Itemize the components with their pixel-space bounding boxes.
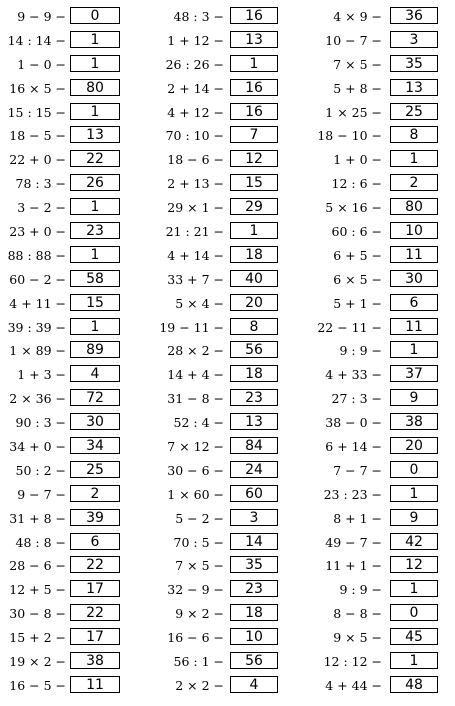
problem-row [150,532,280,556]
problem-expression: 23 : 23 − [323,486,382,502]
problem-expression: 3 − 2 − [17,200,66,216]
answer-box[interactable]: 72 [70,389,120,406]
answer-box[interactable]: 17 [70,580,120,597]
problem-expression: 1 × 25 − [325,104,382,120]
problem-expression: 14 : 14 − [7,32,66,48]
problem-row [0,173,120,197]
problem-expression: 2 × 2 − [175,677,224,693]
problem-expression: 6 + 14 − [325,439,382,455]
answer-box[interactable]: 2 [70,485,120,502]
problem-row [0,30,120,54]
answer-box[interactable]: 15 [230,174,278,191]
problem-row [0,460,120,484]
problem-row [150,651,280,675]
answer-box[interactable]: 10 [230,628,278,645]
answer-box[interactable]: 58 [70,270,120,287]
problem-expression: 7 × 12 − [167,439,224,455]
answer-box[interactable]: 16 [230,79,278,96]
answer-box[interactable]: 6 [70,533,120,550]
answer-box[interactable]: 7 [230,126,278,143]
answer-box[interactable]: 20 [390,437,438,454]
problem-expression: 5 × 16 − [325,200,382,216]
problem-row [0,675,120,699]
answer-box[interactable]: 48 [390,676,438,693]
answer-box[interactable]: 12 [230,150,278,167]
problem-expression: 9 : 9 − [339,582,382,598]
answer-box[interactable]: 22 [70,150,120,167]
problem-expression: 4 + 11 − [9,295,66,311]
answer-box[interactable]: 12 [390,556,438,573]
problem-expression: 10 − 7 − [325,32,382,48]
answer-box[interactable]: 30 [390,270,438,287]
problem-expression: 4 × 9 − [333,9,382,24]
problem-expression: 26 : 26 − [165,56,224,72]
answer-box[interactable]: 13 [230,31,278,48]
problem-row [0,340,120,364]
problem-expression: 1 × 89 − [9,343,66,359]
problem-row [150,269,280,293]
answer-box[interactable]: 20 [230,294,278,311]
answer-box[interactable]: 3 [390,31,438,48]
answer-box[interactable]: 2 [390,174,438,191]
problem-expression: 12 : 12 − [323,654,382,670]
problem-expression: 90 : 3 − [15,415,66,431]
problem-row [300,603,438,627]
problem-row [0,293,120,317]
problem-expression: 9 × 5 − [333,630,382,646]
answer-box[interactable]: 18 [230,604,278,621]
problem-expression: 22 − 11 − [317,319,382,335]
answer-box[interactable]: 22 [70,604,120,621]
problem-row [300,651,438,675]
answer-box[interactable]: 13 [230,413,278,430]
problem-row [0,102,120,126]
problem-expression: 9 − 9 − [17,9,66,24]
answer-box[interactable]: 1 [70,103,120,120]
answer-box[interactable]: 11 [70,676,120,693]
problem-expression: 8 + 1 − [333,510,382,526]
problem-expression: 70 : 5 − [173,534,224,550]
problem-expression: 5 + 1 − [333,295,382,311]
problem-expression: 16 − 5 − [9,677,66,693]
problem-row [150,436,280,460]
problem-row [0,54,120,78]
answer-box[interactable]: 29 [230,198,278,215]
problem-row [0,197,120,221]
problem-expression: 9 : 9 − [339,343,382,359]
problem-row [0,484,120,508]
answer-box[interactable]: 14 [230,533,278,550]
answer-box[interactable]: 10 [390,222,438,239]
answer-box[interactable]: 9 [390,389,438,406]
problem-expression: 28 − 6 − [9,558,66,574]
problem-row [150,484,280,508]
problem-expression: 7 × 5 − [333,56,382,72]
problem-expression: 11 + 1 − [325,558,382,574]
problem-row [300,221,438,245]
problem-row [300,245,438,269]
problem-expression: 1 + 0 − [333,152,382,168]
problem-expression: 4 + 14 − [167,247,224,263]
problem-expression: 1 + 3 − [17,367,66,383]
problem-row [300,173,438,197]
problem-expression: 30 − 6 − [167,462,224,478]
problem-row [300,293,438,317]
answer-box[interactable]: 8 [390,126,438,143]
problem-expression: 33 + 7 − [167,271,224,287]
answer-box[interactable]: 35 [230,556,278,573]
problem-expression: 2 + 13 − [167,176,224,192]
problem-expression: 12 : 6 − [331,176,382,192]
problem-expression: 8 − 8 − [333,606,382,622]
answer-box[interactable]: 13 [390,79,438,96]
answer-box[interactable]: 0 [390,461,438,478]
problem-row [300,6,438,30]
problem-row [150,30,280,54]
problem-expression: 2 × 36 − [9,391,66,407]
answer-box[interactable]: 42 [390,533,438,550]
problem-expression: 60 − 2 − [9,271,66,287]
problem-column-1 [0,6,120,699]
answer-box[interactable]: 84 [230,437,278,454]
problem-column-3 [300,6,438,699]
problem-row [300,149,438,173]
problem-expression: 1 + 12 − [167,32,224,48]
problem-row [150,6,280,30]
problem-row [0,579,120,603]
answer-box[interactable]: 37 [390,365,438,382]
problem-row [300,364,438,388]
problem-expression: 49 − 7 − [325,534,382,550]
answer-box[interactable]: 16 [230,103,278,120]
problem-expression: 29 × 1 − [167,200,224,216]
problem-row [0,532,120,556]
problem-row [150,197,280,221]
answer-box[interactable]: 3 [230,509,278,526]
problem-expression: 48 : 8 − [15,534,66,550]
answer-box[interactable]: 25 [390,103,438,120]
problem-expression: 9 − 7 − [17,486,66,502]
problem-row [300,269,438,293]
problem-row [300,340,438,364]
problem-expression: 4 + 33 − [325,367,382,383]
problem-expression: 16 × 5 − [9,80,66,96]
problem-expression: 1 × 60 − [167,486,224,502]
problem-expression: 4 + 12 − [167,104,224,120]
answer-box[interactable]: 40 [230,270,278,287]
problem-row [300,508,438,532]
problem-expression: 34 + 0 − [9,439,66,455]
problem-row [300,317,438,341]
answer-box[interactable]: 13 [70,126,120,143]
answer-box[interactable]: 45 [390,628,438,645]
answer-box[interactable]: 80 [390,198,438,215]
answer-box[interactable]: 1 [230,222,278,239]
problem-row [150,245,280,269]
problem-row [300,30,438,54]
problem-expression: 56 : 1 − [173,654,224,670]
problem-expression: 18 − 6 − [167,152,224,168]
problem-expression: 78 : 3 − [15,176,66,192]
problem-row [150,54,280,78]
answer-box[interactable]: 4 [230,676,278,693]
problem-row [0,627,120,651]
problem-expression: 15 + 2 − [9,630,66,646]
answer-box[interactable]: 15 [70,294,120,311]
answer-box[interactable]: 23 [230,580,278,597]
problem-row [150,508,280,532]
problem-row [0,412,120,436]
problem-row [300,436,438,460]
problem-row [0,269,120,293]
problem-row [0,78,120,102]
problem-expression: 28 × 2 − [167,343,224,359]
problem-expression: 88 : 88 − [7,247,66,263]
problem-row [300,484,438,508]
problem-expression: 60 : 6 − [331,224,382,240]
problem-row [150,340,280,364]
answer-box[interactable]: 11 [390,246,438,263]
answer-box[interactable]: 25 [70,461,120,478]
answer-box[interactable]: 56 [230,341,278,358]
answer-box[interactable]: 1 [70,31,120,48]
answer-box[interactable]: 1 [70,246,120,263]
answer-box[interactable]: 1 [70,318,120,335]
problem-row [300,412,438,436]
problem-row [0,245,120,269]
answer-box[interactable]: 0 [70,7,120,24]
problem-expression: 23 + 0 − [9,224,66,240]
problem-row [150,125,280,149]
problem-expression: 4 + 44 − [325,677,382,693]
answer-box[interactable]: 1 [390,341,438,358]
problem-row [0,317,120,341]
problem-expression: 18 − 10 − [317,128,382,144]
problem-row [150,388,280,412]
problem-row [150,221,280,245]
problem-row [150,102,280,126]
problem-expression: 12 + 5 − [9,582,66,598]
problem-row [0,388,120,412]
problem-row [150,627,280,651]
answer-box[interactable]: 4 [70,365,120,382]
problem-row [150,555,280,579]
problem-row [0,508,120,532]
answer-box[interactable]: 1 [390,652,438,669]
answer-box[interactable]: 11 [390,318,438,335]
answer-box[interactable]: 0 [390,604,438,621]
answer-box[interactable]: 1 [230,55,278,72]
answer-box[interactable]: 26 [70,174,120,191]
answer-box[interactable]: 22 [70,556,120,573]
answer-box[interactable]: 80 [70,79,120,96]
problem-expression: 31 + 8 − [9,510,66,526]
problem-expression: 7 − 7 − [333,462,382,478]
answer-box[interactable]: 1 [390,580,438,597]
answer-box[interactable]: 16 [230,7,278,24]
problem-expression: 5 − 2 − [175,510,224,526]
problem-expression: 6 + 5 − [333,247,382,263]
problem-row [0,221,120,245]
answer-box[interactable]: 6 [390,294,438,311]
problem-row [300,532,438,556]
answer-box[interactable]: 17 [70,628,120,645]
problem-expression: 14 + 4 − [167,367,224,383]
answer-box[interactable]: 9 [390,509,438,526]
problem-expression: 1 − 0 − [17,56,66,72]
problem-row [150,675,280,699]
problem-expression: 32 − 9 − [167,582,224,598]
problem-expression: 22 + 0 − [9,152,66,168]
problem-row [300,197,438,221]
answer-box[interactable]: 23 [70,222,120,239]
problem-row [300,102,438,126]
answer-box[interactable]: 38 [390,413,438,430]
problem-expression: 9 × 2 − [175,606,224,622]
answer-box[interactable]: 36 [390,7,438,24]
problem-row [0,436,120,460]
answer-box[interactable]: 30 [70,413,120,430]
problem-expression: 30 − 8 − [9,606,66,622]
problem-expression: 31 − 8 − [167,391,224,407]
problem-expression: 21 : 21 − [165,224,224,240]
problem-row [150,364,280,388]
problem-expression: 2 + 14 − [167,80,224,96]
problem-row [300,388,438,412]
problem-row [0,555,120,579]
problem-row [150,412,280,436]
problem-row [300,555,438,579]
problem-expression: 19 × 2 − [9,654,66,670]
problem-row [300,675,438,699]
answer-box[interactable]: 18 [230,365,278,382]
problem-row [300,78,438,102]
answer-box[interactable]: 38 [70,652,120,669]
answer-box[interactable]: 18 [230,246,278,263]
problem-row [300,54,438,78]
answer-box[interactable]: 1 [70,55,120,72]
problem-column-2 [150,6,280,699]
answer-box[interactable]: 1 [390,485,438,502]
problem-expression: 27 : 3 − [331,391,382,407]
problem-expression: 5 × 4 − [175,295,224,311]
problem-expression: 48 : 3 − [173,9,224,24]
answer-box[interactable]: 34 [70,437,120,454]
problem-expression: 50 : 2 − [15,462,66,478]
answer-box[interactable]: 1 [390,150,438,167]
problem-row [0,6,120,30]
problem-expression: 15 : 15 − [7,104,66,120]
problem-expression: 18 − 5 − [9,128,66,144]
problem-expression: 19 − 11 − [159,319,224,335]
problem-row [150,78,280,102]
problem-row [150,603,280,627]
problem-row [300,627,438,651]
answer-box[interactable]: 39 [70,509,120,526]
problem-expression: 38 − 0 − [325,415,382,431]
problem-row [150,149,280,173]
problem-expression: 52 : 4 − [173,415,224,431]
problem-row [0,603,120,627]
problem-row [150,173,280,197]
answer-box[interactable]: 56 [230,652,278,669]
answer-box[interactable]: 89 [70,341,120,358]
problem-row [150,317,280,341]
problem-expression: 5 + 8 − [333,80,382,96]
problem-row [0,651,120,675]
problem-expression: 6 × 5 − [333,271,382,287]
answer-box[interactable]: 1 [70,198,120,215]
answer-box[interactable]: 35 [390,55,438,72]
answer-box[interactable]: 8 [230,318,278,335]
problem-row [150,579,280,603]
problem-expression: 39 : 39 − [7,319,66,335]
answer-box[interactable]: 60 [230,485,278,502]
problem-row [150,293,280,317]
problem-row [0,364,120,388]
problem-row [300,579,438,603]
problem-row [300,460,438,484]
problem-row [0,149,120,173]
problem-expression: 16 − 6 − [167,630,224,646]
problem-row [300,125,438,149]
answer-box[interactable]: 24 [230,461,278,478]
problem-row [0,125,120,149]
problem-expression: 70 : 10 − [165,128,224,144]
problem-expression: 7 × 5 − [175,558,224,574]
answer-box[interactable]: 23 [230,389,278,406]
problem-row [150,460,280,484]
